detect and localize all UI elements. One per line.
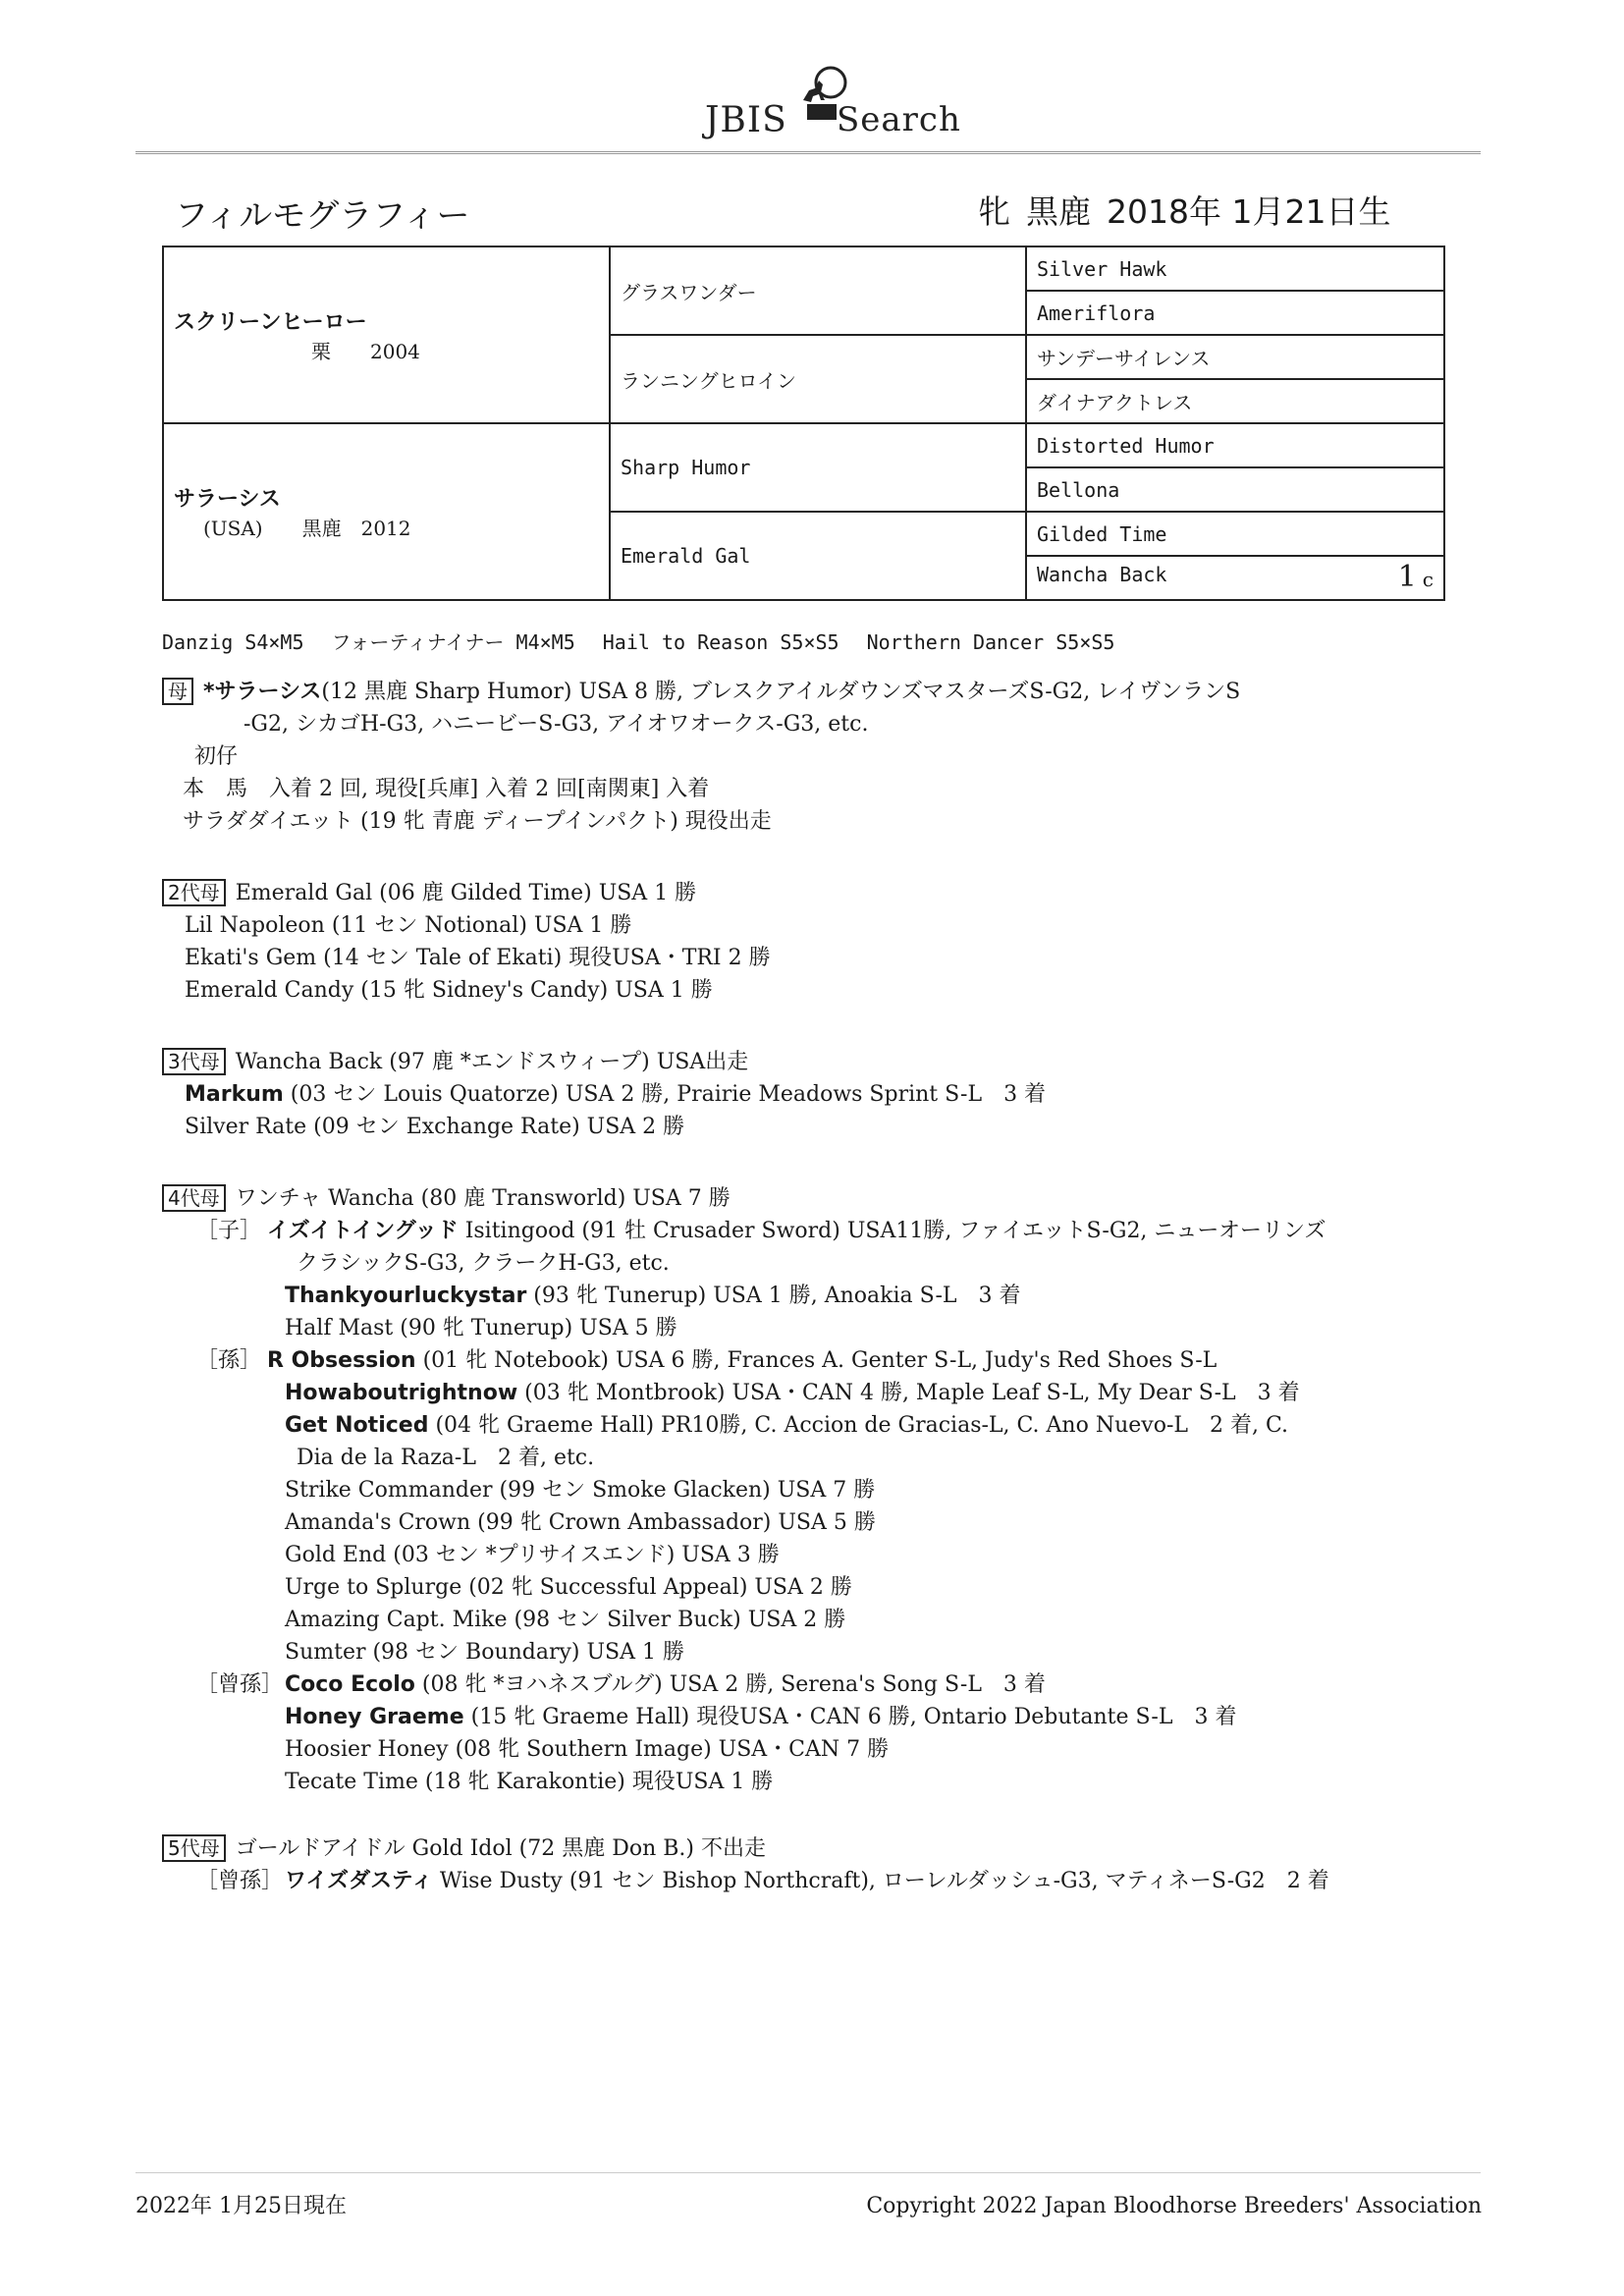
dam1-label: 母 xyxy=(162,678,193,705)
dam4-great-3: Hoosier Honey (08 牝 Southern Image) USA・CAN 7 勝 xyxy=(285,1737,890,1762)
footer-date: 2022年 1月25日現在 xyxy=(135,2194,347,2218)
dam4-great-1: ［曾孫］Coco Ecolo (08 牝 *ヨハネスブルグ) USA 2 勝, Serena's Song S-L 3 着 xyxy=(196,1672,1046,1697)
dam2-label: 2代母 xyxy=(162,879,226,906)
dam4-grand-item-5: Amazing Capt. Mike (98 セン Silver Buck) USA 2 勝 xyxy=(285,1608,846,1632)
horse-meta xyxy=(978,187,1406,233)
dam2-item-1: Lil Napoleon (11 セン Notional) USA 1 勝 xyxy=(185,913,632,938)
dam4-grand-1: ［孫］ R Obsession (01 牝 Notebook) USA 6 勝, Frances A. Genter S-L, Judy's Red Shoes S-L xyxy=(196,1348,1218,1373)
dam4-great-2: Honey Graeme (15 牝 Graeme Hall) 現役USA・CAN 6 勝, Ontario Debutante S-L 3 着 xyxy=(285,1705,1237,1729)
dam5-head: 5代母 ゴールドアイドル Gold Idol (72 黒鹿 Don B.) 不出走 xyxy=(162,1832,766,1865)
inbreeding-line xyxy=(162,627,1142,655)
dam4-child-1: ［子］ イズイトイングッド Isitingood (91 牡 Crusader Sword) USA11勝, ファイエットS-G2, ニューオーリンズ xyxy=(196,1219,1326,1243)
inbreed-2: フォーティナイナー M4×M5 xyxy=(331,630,575,654)
dam4-grand-2: Howaboutrightnow (03 牝 Montbrook) USA・CAN 4 勝, Maple Leaf S-L, My Dear S-L 3 着 xyxy=(285,1381,1300,1405)
dam3-label: 3代母 xyxy=(162,1048,226,1075)
sire-info: 栗 2004 xyxy=(311,340,420,363)
gen3-5: Distorted Humor xyxy=(1026,423,1444,467)
dam4-grand-3-cont: Dia de la Raza-L 2 着, etc. xyxy=(297,1446,595,1470)
dam4-head: 4代母 ワンチャ Wancha (80 鹿 Transworld) USA 7 勝 xyxy=(162,1182,731,1215)
horse-color: 黒鹿 xyxy=(1026,192,1091,231)
dam3-item-1: Markum (03 セン Louis Quatorze) USA 2 勝, Prairie Meadows Sprint S-L 3 着 xyxy=(185,1082,1047,1107)
dam-sire-cell: Sharp Humor xyxy=(610,423,1026,512)
gen3-6: Bellona xyxy=(1026,467,1444,512)
dam4-grand-item-2: Amanda's Crown (99 牝 Crown Ambassador) USA 5 勝 xyxy=(285,1510,876,1535)
gen3-7: Gilded Time xyxy=(1026,512,1444,556)
dam2-item-2: Ekati's Gem (14 セン Tale of Ekati) 現役USA・TRI 2 勝 xyxy=(185,946,771,970)
dam1-note: 初仔 xyxy=(194,744,239,769)
dam4-child-3: Half Mast (90 牝 Tunerup) USA 5 勝 xyxy=(285,1316,677,1340)
dam1-line2: -G2, シカゴH-G3, ハニービーS-G3, アイオワオークス-G3, etc. xyxy=(244,712,869,737)
footer-rule xyxy=(135,2172,1481,2173)
dam4-child-1-cont: クラシックS-G3, クラークH-G3, etc. xyxy=(297,1251,670,1276)
dam4-grand-item-6: Sumter (98 セン Boundary) USA 1 勝 xyxy=(285,1640,684,1665)
dam2-head: 2代母 Emerald Gal (06 鹿 Gilded Time) USA 1 勝 xyxy=(162,877,696,909)
dam-dam-cell: Emerald Gal xyxy=(610,512,1026,600)
footer-copyright: Copyright 2022 Japan Bloodhorse Breeders' Association xyxy=(866,2194,1482,2218)
dam-info: (USA) 黒鹿 2012 xyxy=(203,517,411,540)
dam3-head: 3代母 Wancha Back (97 鹿 *エンドスウィープ) USA出走 xyxy=(162,1046,748,1078)
gen3-8-cell: 1 c Wancha Back xyxy=(1026,556,1444,600)
pedigree-table xyxy=(162,246,1445,601)
logo-left-text: JBIS xyxy=(705,100,787,140)
dam1-name: *サラーシス xyxy=(203,680,322,704)
gen3-3: サンデーサイレンス xyxy=(1026,335,1444,379)
horse-sex: 牝 xyxy=(978,192,1010,231)
dam1-self: 本 馬 入着 2 回, 現役[兵庫] 入着 2 回[南関東] 入着 xyxy=(183,777,710,801)
logo-right-text: Search xyxy=(837,100,961,139)
pedigree-sire-cell xyxy=(163,246,610,423)
dam4-label: 4代母 xyxy=(162,1184,226,1212)
sire-name: スクリーンヒーロー xyxy=(174,310,367,335)
dam4-grand-item-1: Strike Commander (99 セン Smoke Glacken) USA 7 勝 xyxy=(285,1478,876,1503)
dam1-sibling: サラダダイエット (19 牝 青鹿 ディープインパクト) 現役出走 xyxy=(183,809,772,834)
dam3-item-2: Silver Rate (09 セン Exchange Rate) USA 2 勝 xyxy=(185,1115,685,1139)
inbreed-4: Northern Dancer S5×S5 xyxy=(866,630,1115,654)
dam4-grand-3: Get Noticed (04 牝 Graeme Hall) PR10勝, C. Accion de Gracias-L, C. Ano Nuevo-L 2 着, C. xyxy=(285,1413,1289,1438)
jbis-logo xyxy=(699,61,961,151)
sire-dam-cell: ランニングヒロイン xyxy=(610,335,1026,423)
horse-name-title: フィルモグラフィー xyxy=(175,196,470,236)
dam2-item-3: Emerald Candy (15 牝 Sidney's Candy) USA 1 勝 xyxy=(185,978,713,1003)
family-number: 1 c xyxy=(1397,559,1434,594)
gen3-2: Ameriflora xyxy=(1026,291,1444,335)
sire-sire-cell: グラスワンダー xyxy=(610,246,1026,335)
gen3-4: ダイナアクトレス xyxy=(1026,379,1444,423)
inbreed-3: Hail to Reason S5×S5 xyxy=(602,630,839,654)
gen3-1: Silver Hawk xyxy=(1026,246,1444,291)
dam1-head: 母 *サラーシス(12 黒鹿 Sharp Humor) USA 8 勝, ブレスクアイルダウンズマスターズS-G2, レイヴンランS xyxy=(162,676,1240,708)
dam5-great-1: ［曾孫］ワイズダスティ Wise Dusty (91 セン Bishop Northcraft), ローレルダッシュ-G3, マティネーS-G2 2 着 xyxy=(196,1869,1329,1893)
header-rule xyxy=(135,151,1481,154)
dam5-label: 5代母 xyxy=(162,1834,226,1862)
dam-name: サラーシス xyxy=(174,487,281,512)
dam4-great-4: Tecate Time (18 牝 Karakontie) 現役USA 1 勝 xyxy=(285,1770,774,1794)
dam4-child-2: Thankyourluckystar (93 牝 Tunerup) USA 1 勝, Anoakia S-L 3 着 xyxy=(285,1284,1021,1308)
horse-birthdate: 2018年 1月21日生 xyxy=(1107,192,1391,231)
pedigree-dam-cell xyxy=(163,423,610,600)
dam4-grand-item-4: Urge to Splurge (02 牝 Successful Appeal) USA 2 勝 xyxy=(285,1575,852,1600)
dam4-grand-item-3: Gold End (03 セン *プリサイスエンド) USA 3 勝 xyxy=(285,1543,780,1567)
inbreed-1: Danzig S4×M5 xyxy=(162,630,304,654)
